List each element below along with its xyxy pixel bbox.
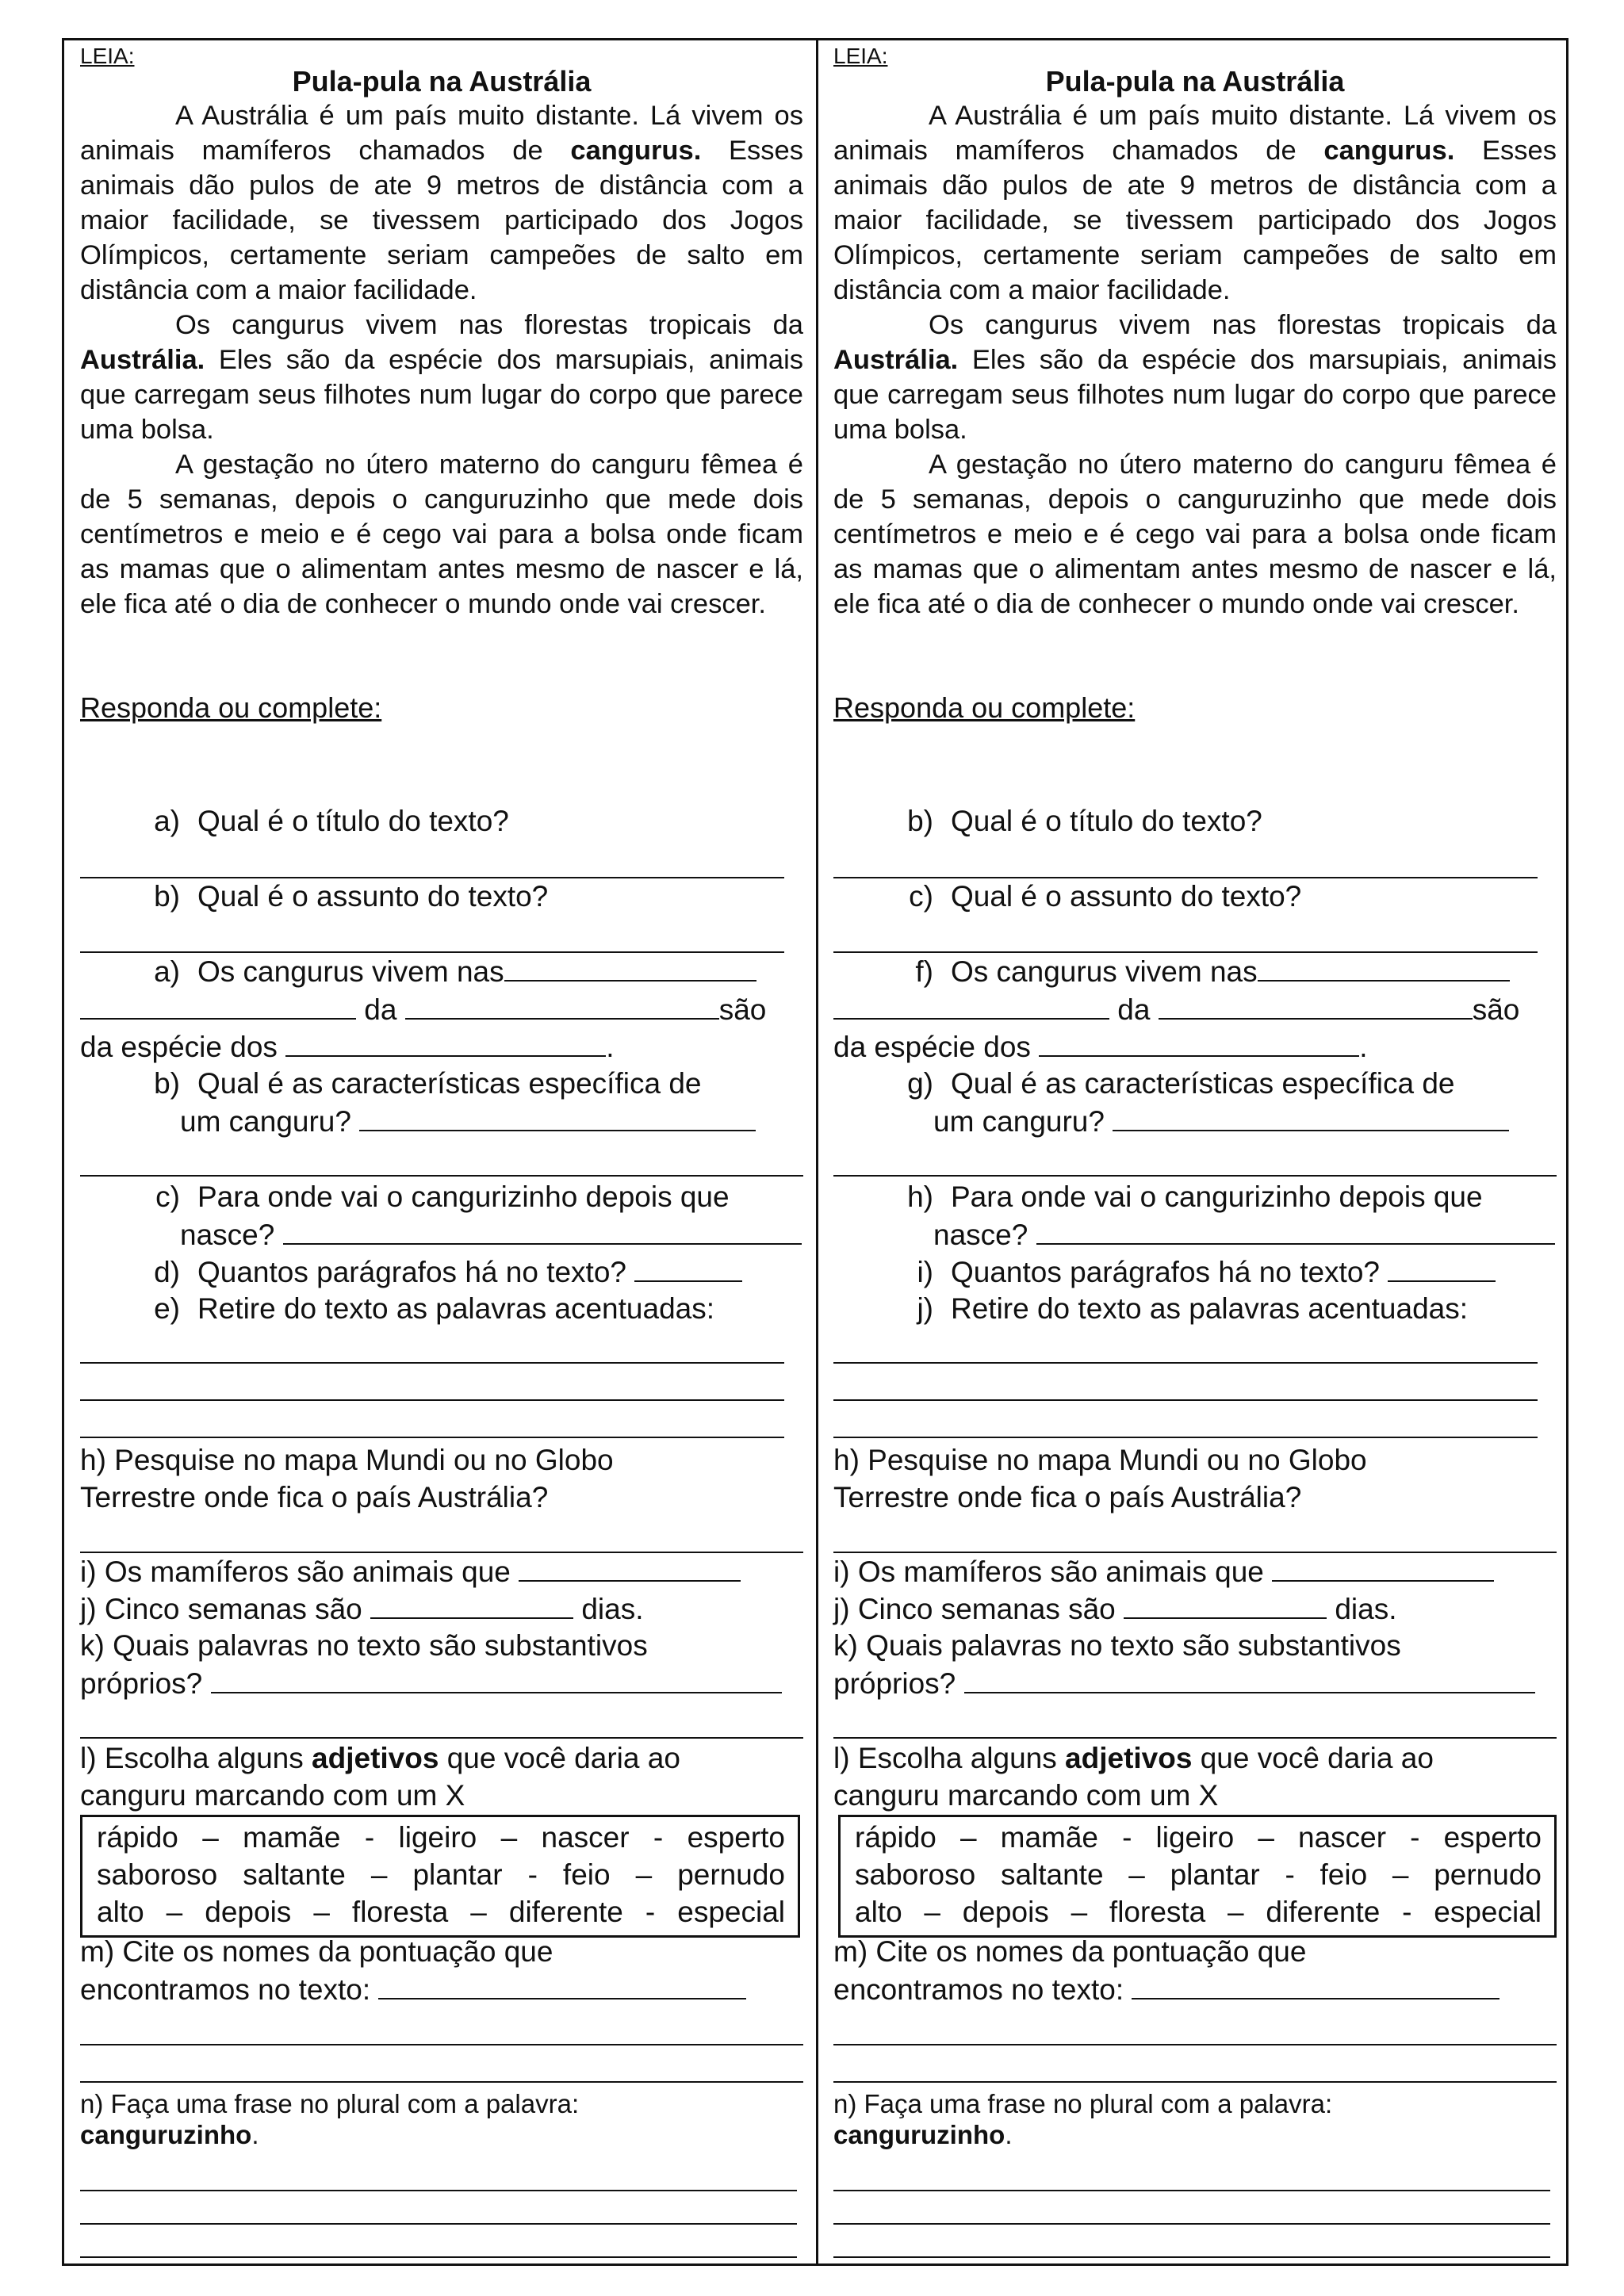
blank[interactable] [1124, 1590, 1327, 1619]
blank[interactable] [1159, 991, 1473, 1020]
question-punctuation: m) Cite os nomes da pontuação que [833, 1935, 1307, 1968]
blank[interactable] [285, 1028, 606, 1057]
question-habitat-line2: da são [80, 991, 803, 1028]
instructions: Responda ou complete: [833, 691, 1136, 724]
blank[interactable] [1036, 1216, 1555, 1245]
question-proper-nouns-line2: próprios? [80, 1665, 803, 1702]
worksheet-frame [62, 38, 1568, 2266]
blank[interactable] [1258, 953, 1510, 982]
question-weeks: j) Cinco semanas são dias. [833, 1590, 1557, 1628]
answer-line[interactable] [80, 1437, 784, 1438]
answer-line[interactable] [80, 1362, 784, 1364]
answer-line[interactable] [80, 2190, 797, 2191]
answer-line[interactable] [80, 1175, 803, 1177]
blank[interactable] [504, 953, 756, 982]
answer-line[interactable] [833, 2081, 1557, 2083]
blank[interactable] [634, 1253, 742, 1282]
question-habitat-line2: da são [833, 991, 1557, 1028]
question-weeks: j) Cinco semanas são dias. [80, 1590, 803, 1628]
word-row: alto – depois – floresta – diferente - especial [97, 1896, 785, 1928]
answer-line[interactable] [833, 1175, 1557, 1177]
question-adjectives-line2: canguru marcando com um X [833, 1779, 1219, 1812]
read-label: LEIA: [80, 44, 135, 68]
question-mammals: i) Os mamíferos são animais que [833, 1553, 1557, 1590]
reading-passage [80, 98, 803, 622]
blank[interactable] [405, 991, 719, 1020]
answer-line[interactable] [833, 2223, 1550, 2225]
word-row: rápido – mamãe - ligeiro – nascer - esperto [855, 1821, 1542, 1854]
blank[interactable] [359, 1103, 756, 1131]
question-plural: n) Faça uma frase no plural com a palavra: [833, 2089, 1333, 2118]
blank[interactable] [283, 1216, 802, 1245]
paragraph-3: A gestação no útero materno do canguru fêmea é de 5 semanas, depois o canguruzinho que mede dois centímetros e meio e é cego vai para a bolsa onde ficam as mamas que o alimentam antes mesmo de nascer e lá, ele fica até o dia de conhecer o mundo onde vai crescer. [833, 450, 1557, 619]
right-column [833, 40, 1557, 2263]
question-map-line2: Terrestre onde fica o país Austrália? [833, 1481, 1302, 1513]
question-accents: j) Retire do texto as palavras acentuadas: [917, 1292, 1468, 1325]
answer-line[interactable] [833, 2256, 1550, 2258]
question-destination-line2: nasce? [933, 1216, 1555, 1253]
blank[interactable] [833, 991, 1109, 1020]
answer-line[interactable] [833, 2044, 1557, 2045]
word-row: alto – depois – floresta – diferente - especial [855, 1896, 1542, 1928]
text-title: Pula-pula na Austrália [1045, 65, 1345, 98]
blank[interactable] [370, 1590, 573, 1619]
question-features-line2: um canguru? [933, 1103, 1509, 1140]
blank[interactable] [378, 1971, 746, 1999]
question-habitat-line3: da espécie dos . [833, 1028, 1557, 1066]
question-punctuation-line2: encontramos no texto: [80, 1971, 803, 2008]
question-habitat: a) Os cangurus vivem nas [80, 953, 803, 990]
answer-line[interactable] [80, 2256, 797, 2258]
question-adjectives: l) Escolha alguns adjetivos que você daria ao [833, 1742, 1434, 1774]
question-proper-nouns: k) Quais palavras no texto são substantivos [833, 1629, 1401, 1662]
answer-line[interactable] [833, 2190, 1550, 2191]
paragraph-1: A Austrália é um país muito distante. Lá vivem os animais mamíferos chamados de cangurus. Esses animais dão pulos de ate 9 metros de distância com a maior facilidade, se tivessem participado dos Jogos Olímpicos, certamente seriam campeões de salto em distância com a maior facilidade. [833, 101, 1557, 305]
question-map: h) Pesquise no mapa Mundi ou no Globo [833, 1444, 1367, 1476]
question-proper-nouns-line2: próprios? [833, 1665, 1557, 1702]
question-plural-word: canguruzinho. [833, 2120, 1013, 2149]
paragraph-1: A Austrália é um país muito distante. Lá vivem os animais mamíferos chamados de cangurus. Esses animais dão pulos de ate 9 metros de distância com a maior facilidade, se tivessem participado dos Jogos Olímpicos, certamente seriam campeões de salto em distância com a maior facilidade. [80, 101, 803, 305]
reading-passage [833, 98, 1557, 622]
word-row: saboroso saltante – plantar - feio – pernudo [855, 1858, 1542, 1891]
question-proper-nouns: k) Quais palavras no texto são substantivos [80, 1629, 648, 1662]
question-habitat-line3: da espécie dos . [80, 1028, 803, 1066]
question-plural-word: canguruzinho. [80, 2120, 259, 2149]
question-accents: e) Retire do texto as palavras acentuadas: [154, 1292, 714, 1325]
question-subject: c) Qual é o assunto do texto? [909, 880, 1302, 913]
question-adjectives-line2: canguru marcando com um X [80, 1779, 465, 1812]
question-destination-line2: nasce? [180, 1216, 802, 1253]
paragraph-3: A gestação no útero materno do canguru fêmea é de 5 semanas, depois o canguruzinho que mede dois centímetros e meio e é cego vai para a bolsa onde ficam as mamas que o alimentam antes mesmo de nascer e lá, ele fica até o dia de conhecer o mundo onde vai crescer. [80, 450, 803, 619]
question-paragraphs: d) Quantos parágrafos há no texto? [80, 1253, 803, 1291]
word-row: rápido – mamãe - ligeiro – nascer - esperto [97, 1821, 785, 1854]
answer-line[interactable] [80, 2081, 803, 2083]
question-paragraphs: i) Quantos parágrafos há no texto? [833, 1253, 1557, 1291]
adjective-word-box[interactable] [80, 1815, 800, 1938]
question-subject: b) Qual é o assunto do texto? [154, 880, 549, 913]
blank[interactable] [211, 1665, 782, 1693]
blank[interactable] [964, 1665, 1535, 1693]
question-features: g) Qual é as características específica de [907, 1067, 1455, 1100]
answer-line[interactable] [833, 1437, 1538, 1438]
blank[interactable] [80, 991, 356, 1020]
blank[interactable] [1113, 1103, 1509, 1131]
paragraph-2: Os cangurus vivem nas florestas tropicais da Austrália. Eles são da espécie dos marsupiais, animais que carregam seus filhotes num lugar do corpo que parece uma bolsa. [833, 310, 1557, 445]
blank[interactable] [1039, 1028, 1359, 1057]
question-title: b) Qual é o título do texto? [907, 805, 1262, 837]
instructions: Responda ou complete: [80, 691, 382, 724]
word-row: saboroso saltante – plantar - feio – pernudo [97, 1858, 785, 1891]
answer-line[interactable] [80, 2044, 803, 2045]
blank[interactable] [1272, 1553, 1494, 1582]
paragraph-2: Os cangurus vivem nas florestas tropicais da Austrália. Eles são da espécie dos marsupiais, animais que carregam seus filhotes num lugar do corpo que parece uma bolsa. [80, 310, 803, 445]
text-title: Pula-pula na Austrália [292, 65, 592, 98]
adjective-word-box[interactable] [838, 1815, 1557, 1938]
question-destination: h) Para onde vai o cangurizinho depois que [907, 1181, 1483, 1213]
question-punctuation-line2: encontramos no texto: [833, 1971, 1557, 2008]
answer-line[interactable] [80, 2223, 797, 2225]
question-features-line2: um canguru? [180, 1103, 756, 1140]
answer-line[interactable] [833, 1399, 1538, 1401]
question-punctuation: m) Cite os nomes da pontuação que [80, 1935, 553, 1968]
column-divider [816, 40, 818, 2263]
question-title: a) Qual é o título do texto? [154, 805, 509, 837]
question-destination: c) Para onde vai o cangurizinho depois que [155, 1181, 730, 1213]
question-adjectives: l) Escolha alguns adjetivos que você daria ao [80, 1742, 680, 1774]
question-map-line2: Terrestre onde fica o país Austrália? [80, 1481, 549, 1513]
blank[interactable] [519, 1553, 741, 1582]
answer-line[interactable] [80, 1737, 803, 1739]
question-map: h) Pesquise no mapa Mundi ou no Globo [80, 1444, 614, 1476]
answer-line[interactable] [80, 1399, 784, 1401]
blank[interactable] [1388, 1253, 1496, 1282]
left-column [80, 40, 803, 2263]
question-mammals: i) Os mamíferos são animais que [80, 1553, 803, 1590]
question-plural: n) Faça uma frase no plural com a palavra: [80, 2089, 580, 2118]
answer-line[interactable] [833, 1737, 1557, 1739]
answer-line[interactable] [833, 1362, 1538, 1364]
blank[interactable] [1132, 1971, 1500, 1999]
question-features: b) Qual é as características específica de [154, 1067, 702, 1100]
question-habitat: f) Os cangurus vivem nas [833, 953, 1557, 990]
read-label: LEIA: [833, 44, 888, 68]
